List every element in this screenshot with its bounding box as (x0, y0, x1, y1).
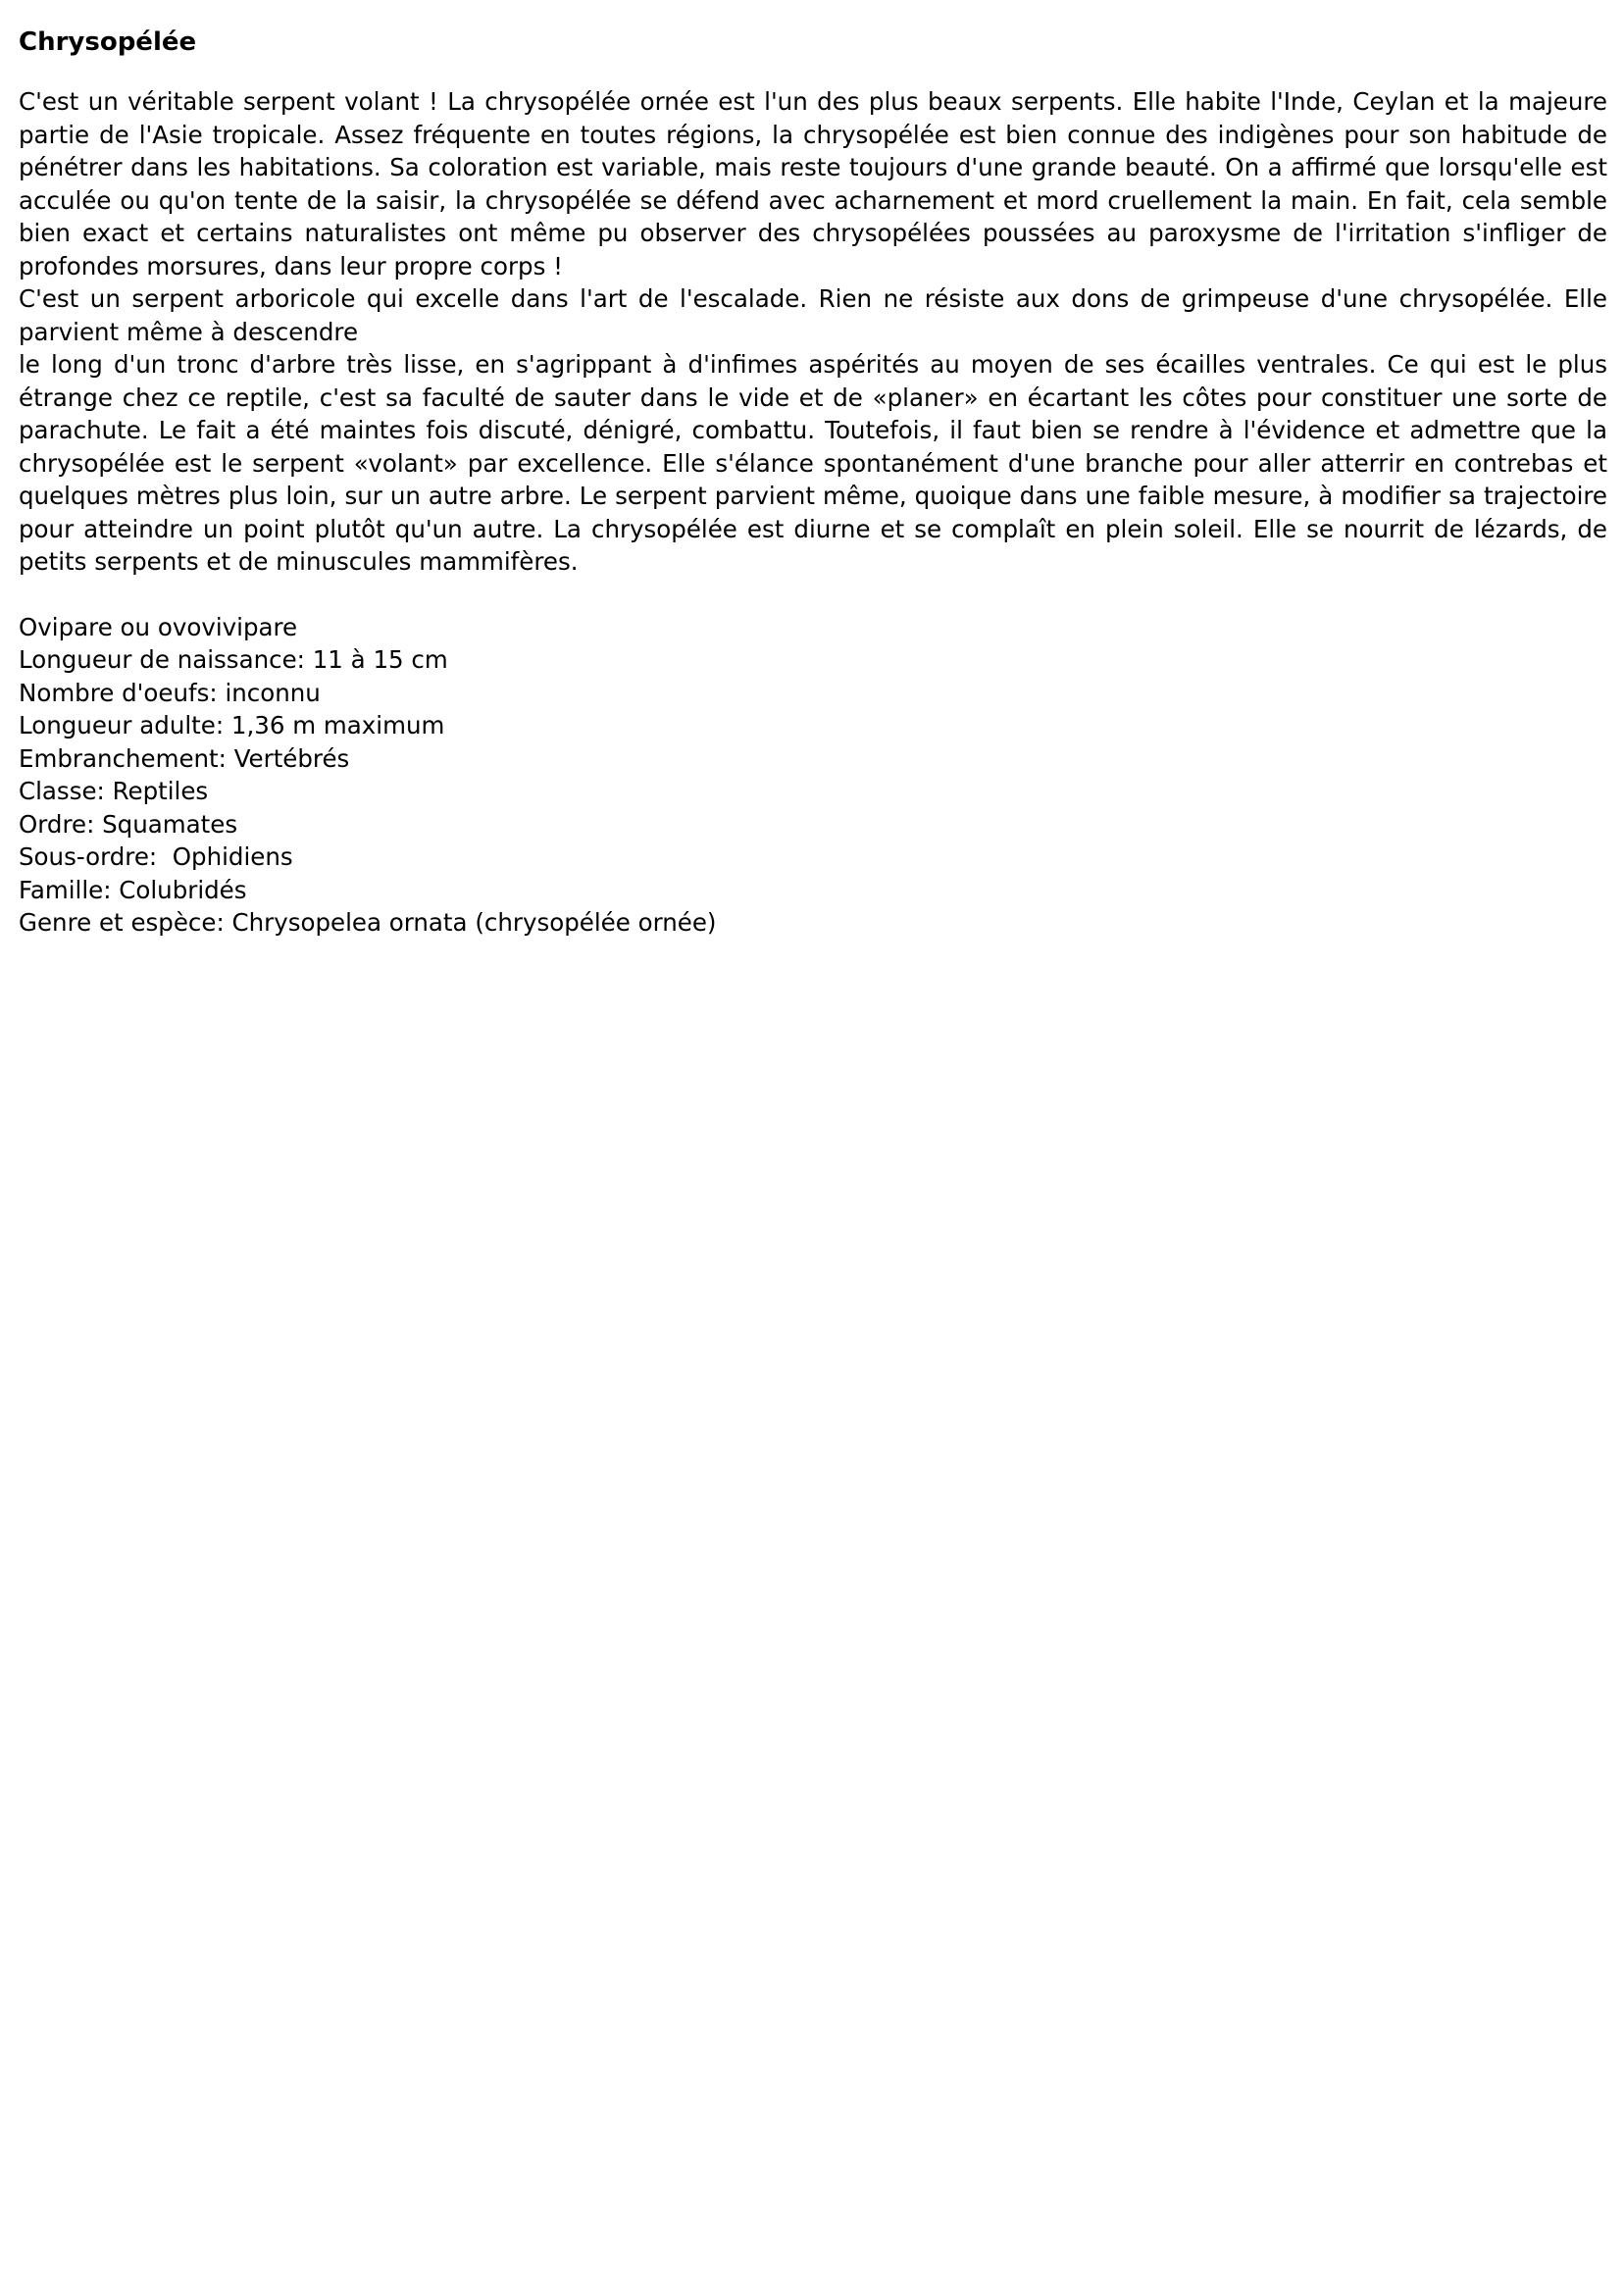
paragraph-climbing: C'est un serpent arboricole qui excelle dans l'art de l'escalade. Rien ne résiste aux dons de grimpeuse d'une chrysopélée. Elle parvient même à descendre (19, 284, 1607, 346)
fact-adult-length: Longueur adulte: 1,36 m maximum (19, 711, 445, 739)
fact-family: Famille: Colubridés (19, 875, 247, 904)
fact-class: Classe: Reptiles (19, 777, 209, 805)
facts-list (19, 611, 1607, 940)
fact-reproduction: Ovipare ou ovovivipare (19, 612, 298, 641)
document-page (19, 25, 1607, 940)
fact-genus-species: Genre et espèce: Chrysopelea ornata (chrysopélée ornée) (19, 908, 717, 937)
fact-egg-count: Nombre d'oeufs: inconnu (19, 678, 321, 707)
fact-order: Ordre: Squamates (19, 809, 238, 839)
document-title: Chrysopélée (19, 27, 197, 57)
fact-birth-length: Longueur de naissance: 11 à 15 cm (19, 645, 448, 674)
fact-suborder: Sous-ordre: Ophidiens (19, 842, 293, 871)
paragraph-gliding: le long d'un tronc d'arbre très lisse, en s'agrippant à d'infimes aspérités au moyen de ses écailles ventrales. Ce qui est le plus étrange chez ce reptile, c'est sa faculté de sauter dans le vide et de «planer» en écartant les côtes pour constituer une sorte de parachute. Le fait a été maintes fois discuté, dénigré, combattu. Toutefois, il faut bien se rendre à l'évidence et admettre que la chrysopélée est le serpent «volant» par excellence. Elle s'élance spontanément d'une branche pour aller atterrir en contrebas et quelques mètres plus loin, sur un autre arbre. Le serpent parvient même, quoique dans une faible mesure, à modifier sa trajectoire pour atteindre un point plutôt qu'un autre. La chrysopélée est diurne et se complaît en plein soleil. Elle se nourrit de lézards, de petits serpents et de minuscules mammifères. (19, 350, 1607, 576)
fact-phylum: Embranchement: Vertébrés (19, 743, 350, 773)
paragraph-intro: C'est un véritable serpent volant ! La chrysopélée ornée est l'un des plus beaux serpents. Elle habite l'Inde, Ceylan et la majeure partie de l'Asie tropicale. Assez fréquente en toutes régions, la chrysopélée est bien connue des indigènes pour son habitude de pénétrer dans les habitations. Sa coloration est variable, mais reste toujours d'une grande beauté. On a affirmé que lorsqu'elle est acculée ou qu'on tente de la saisir, la chrysopélée se défend avec acharnement et mord cruellement la main. En fait, cela semble bien exact et certains naturalistes ont même pu observer des chrysopélées poussées au paroxysme de l'irritation s'infliger de profondes morsures, dans leur propre corps ! (19, 87, 1607, 280)
